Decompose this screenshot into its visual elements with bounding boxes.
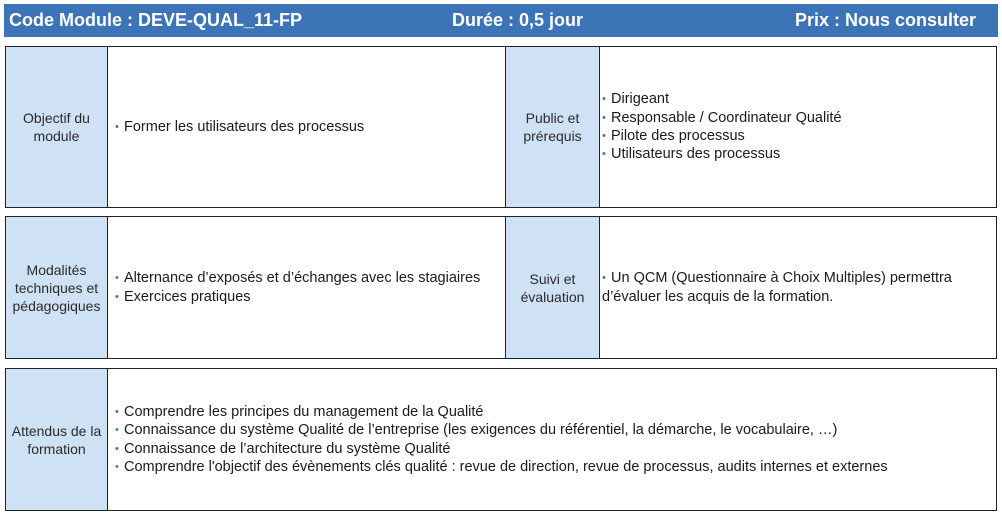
objectives-block — [5, 46, 997, 208]
module-duration: Durée : 0,5 jour — [452, 10, 584, 30]
list-item: • Dirigeant — [602, 90, 996, 108]
outcomes-label: Attendus de la formation — [6, 369, 108, 510]
evaluation-line-2: d’évaluer les acquis de la formation. — [602, 288, 834, 305]
list-item: • Exercices pratiques — [115, 288, 505, 306]
objective-content — [109, 47, 505, 207]
module-header — [4, 4, 998, 37]
list-item: • Connaissance du système Qualité de l’entreprise (les exigences du référentiel, la démarche, le vocabulaire, …) — [115, 421, 996, 439]
evaluation-line-1: Un QCM (Questionnaire à Choix Multiples) permettra — [611, 270, 952, 287]
outcomes-block — [5, 368, 997, 511]
module-price: Prix : Nous consulter — [794, 10, 976, 30]
methods-block — [5, 216, 997, 359]
audience-content — [600, 47, 996, 207]
methods-content — [109, 217, 505, 358]
objective-label: Objectif du module — [6, 47, 108, 207]
list-item: • Pilote des processus — [602, 127, 996, 145]
list-item: • Comprendre les principes du management de la Qualité — [115, 403, 996, 421]
outcomes-content — [109, 369, 996, 510]
list-item: • Former les utilisateurs des processus — [115, 118, 505, 136]
list-item: • Alternance d’exposés et d’échanges avec les stagiaires — [115, 269, 505, 287]
list-item: • Utilisateurs des processus — [602, 145, 996, 163]
evaluation-label: Suivi et évaluation — [505, 217, 600, 358]
list-item — [602, 269, 996, 306]
list-item: • Responsable / Coordinateur Qualité — [602, 109, 996, 127]
methods-label: Modalités techniques et pédagogiques — [6, 217, 108, 358]
evaluation-content — [600, 217, 996, 358]
module-code: Code Module : DEVE-QUAL_11-FP — [9, 10, 303, 30]
list-item: • Connaissance de l’architecture du système Qualité — [115, 440, 996, 458]
audience-label: Public et prérequis — [505, 47, 600, 207]
list-item: • Comprendre l'objectif des évènements clés qualité : revue de direction, revue de processus, audits internes et externes — [115, 458, 996, 476]
